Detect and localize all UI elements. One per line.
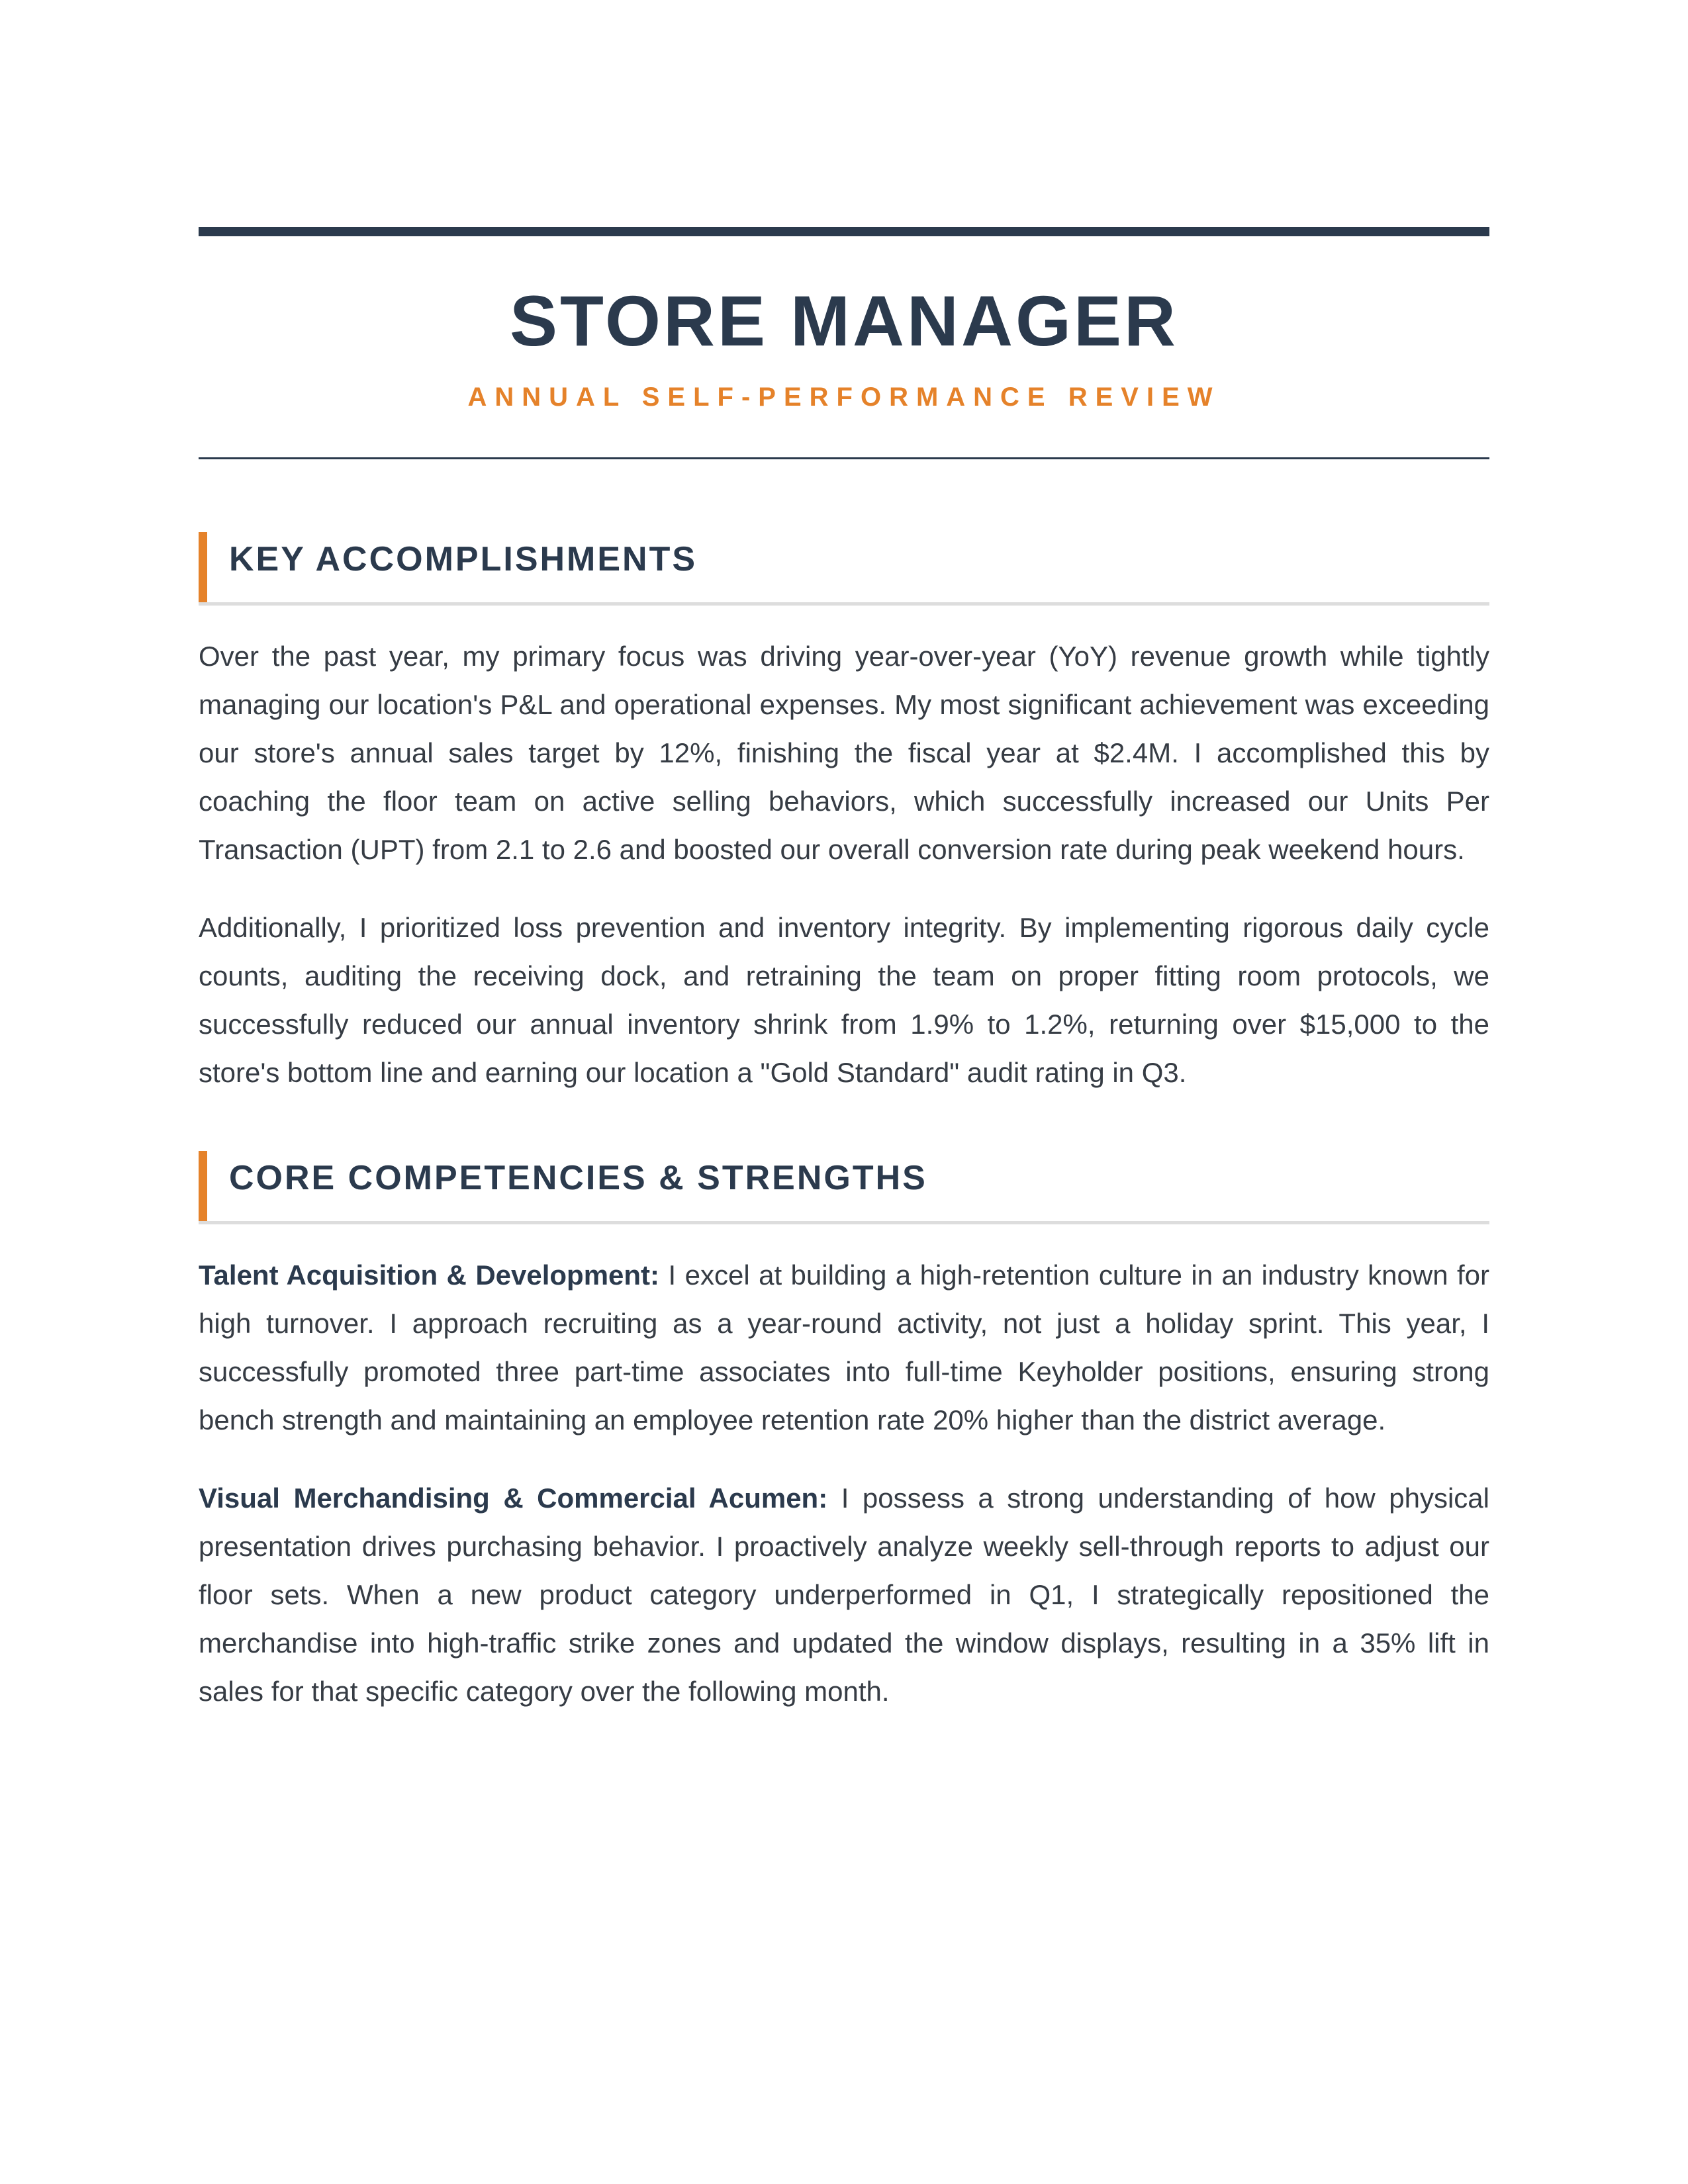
competency-text: I excel at building a high-retention culture in an industry known for high turnover. I approach recruiting as a year-round activity, not just a holiday sprint. This year, I successfully promoted three part-time associates into full-time Keyholder positions, ensuring strong bench strength and maintaining an employee retention rate 20% higher than the district average.: [199, 1259, 1490, 1435]
section-header: [199, 1151, 1489, 1224]
section-key-accomplishments: [199, 532, 1489, 1097]
top-divider: [199, 227, 1489, 236]
competency-label: Talent Acquisition & Development:: [199, 1259, 660, 1291]
document-title: STORE MANAGER: [509, 281, 1179, 361]
paragraph: Additionally, I prioritized loss prevention and inventory integrity. By implementing rigorous daily cycle counts, auditing the receiving dock, and retraining the team on proper fitting room protocols, we successfully reduced our annual inventory shrink from 1.9% to 1.2%, returning over $15,000 to the store's bottom line and earning our location a "Gold Standard" audit rating in Q3.: [199, 912, 1489, 1088]
section-accent-bar: [199, 532, 207, 602]
section-header: [199, 532, 1489, 606]
section-core-competencies: [199, 1151, 1489, 1715]
section-heading: KEY ACCOMPLISHMENTS: [229, 540, 698, 578]
competency-paragraph: [199, 1474, 1489, 1715]
competency-text: I possess a strong understanding of how physical presentation drives purchasing behavior. I proactively analyze weekly sell-through reports to adjust our floor sets. When a new product category underperformed in Q1, I strategically repositioned the merchandise into high-traffic strike zones and updated the window displays, resulting in a 35% lift in sales for that specific category over the following month.: [199, 1482, 1489, 1707]
section-accent-bar: [199, 1151, 207, 1221]
paragraph: Over the past year, my primary focus was driving year-over-year (YoY) revenue growth while tightly managing our location's P&L and operational expenses. My most significant achievement was exceeding our store's annual sales target by 12%, finishing the fiscal year at $2.4M. I accomplished this by coaching the floor team on active selling behaviors, which successfully increased our Units Per Transaction (UPT) from 2.1 to 2.6 and boosted our overall conversion rate during peak weekend hours.: [199, 641, 1489, 865]
competency-paragraph: [199, 1251, 1489, 1444]
document-subtitle: ANNUAL SELF-PERFORMANCE REVIEW: [467, 383, 1221, 412]
review-document: [199, 227, 1489, 1715]
header-divider: [199, 457, 1489, 459]
section-heading: CORE COMPETENCIES & STRENGTHS: [229, 1159, 927, 1197]
competency-label: Visual Merchandising & Commercial Acumen:: [199, 1482, 828, 1514]
